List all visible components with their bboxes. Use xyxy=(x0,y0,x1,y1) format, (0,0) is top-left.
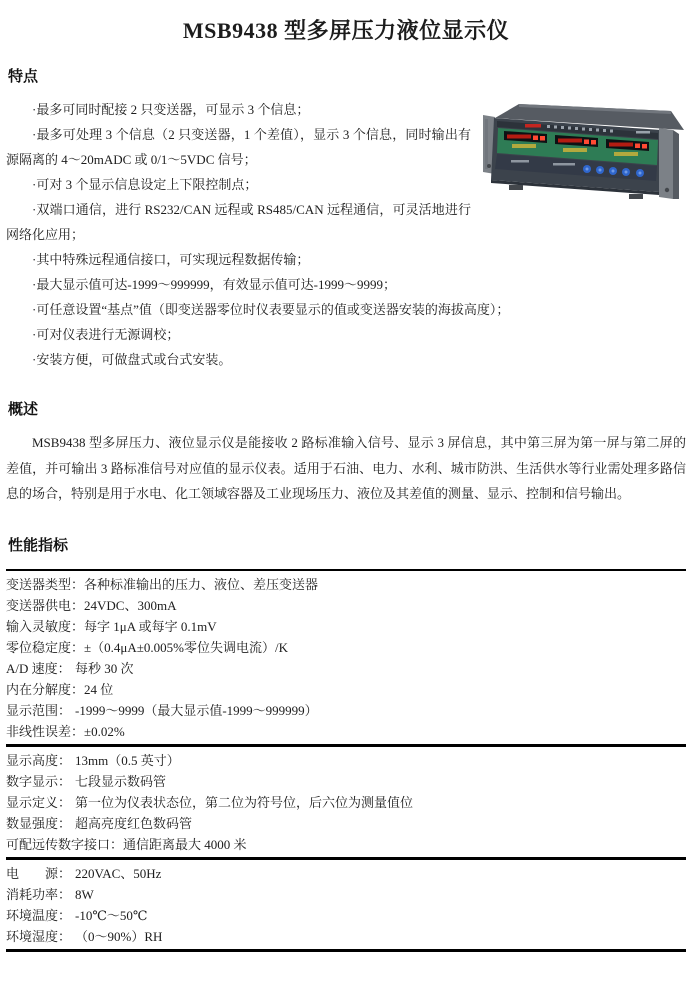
spec-label: 显示高度： xyxy=(6,752,72,768)
mount-hole-left xyxy=(487,164,491,168)
spec-group-display xyxy=(6,747,686,860)
spec-value: 通信距离最大 4000 米 xyxy=(123,836,247,852)
display-label-3 xyxy=(614,152,638,156)
spec-row xyxy=(6,595,686,616)
spec-row xyxy=(6,813,686,834)
spec-value: 各种标准输出的压力、液位、差压变送器 xyxy=(84,576,319,592)
mount-hole-right xyxy=(665,188,669,192)
spec-label: 变送器供电： xyxy=(6,597,85,613)
spec-value: 220VAC、50Hz xyxy=(75,865,162,881)
spec-label: 变送器类型： xyxy=(6,576,85,592)
spec-value: ±0.02% xyxy=(84,723,125,739)
spec-row xyxy=(6,863,686,884)
spec-value: ±（0.4μA±0.005%零位失调电流）/K xyxy=(84,639,288,655)
spec-label: 输入灵敏度： xyxy=(6,618,85,634)
spec-label: 显示范围： xyxy=(6,702,72,718)
spec-value: （0～90%）RH xyxy=(75,928,163,944)
spec-value: 13mm（0.5 英寸） xyxy=(75,752,180,768)
spec-row xyxy=(6,884,686,905)
spec-label: 数显强度： xyxy=(6,815,72,831)
spec-label: A/D 速度： xyxy=(6,660,71,676)
spec-row xyxy=(6,792,686,813)
spec-row xyxy=(6,905,686,926)
feature-item: ·最大显示值可达-1999～999999，有效显示值可达-1999～9999； xyxy=(32,277,396,292)
spec-row xyxy=(6,750,686,771)
spec-row xyxy=(6,574,686,595)
display-label-1 xyxy=(512,144,536,148)
spec-value: 七段显示数码管 xyxy=(75,773,167,789)
spec-value: 8W xyxy=(75,886,94,902)
spec-value: 超高亮度红色数码管 xyxy=(75,815,193,831)
spec-value: 24VDC、300mA xyxy=(84,597,177,613)
section-features xyxy=(6,65,686,372)
spec-label: 数字显示： xyxy=(6,773,72,789)
spec-value: 每字 1μA 或每字 0.1mV xyxy=(84,618,217,634)
spec-row xyxy=(6,721,686,742)
spec-label: 环境湿度： xyxy=(6,928,72,944)
page-title: MSB9438 型多屏压力液位显示仪 xyxy=(182,18,510,43)
spec-row xyxy=(6,679,686,700)
spec-group-input xyxy=(6,571,686,747)
feature-item: ·可对 3 个显示信息设定上下限控制点； xyxy=(32,177,258,192)
section-overview xyxy=(6,398,686,507)
spec-value: -1999～9999（最大显示值-1999～999999） xyxy=(75,702,318,718)
spec-row xyxy=(6,616,686,637)
spec-table xyxy=(6,569,686,952)
overview-heading: 概述 xyxy=(8,401,39,418)
product-photo xyxy=(481,99,686,203)
spec-label: 零位稳定度： xyxy=(6,639,85,655)
spec-label: 显示定义： xyxy=(6,794,72,810)
specs-heading: 性能指标 xyxy=(8,536,69,554)
spec-row xyxy=(6,658,686,679)
spec-label: 消耗功率： xyxy=(6,886,72,902)
spec-row xyxy=(6,834,686,855)
spec-row xyxy=(6,637,686,658)
spec-value: -10℃～50℃ xyxy=(75,907,148,923)
feature-item: ·安装方便，可做盘式或台式安装。 xyxy=(32,352,232,367)
feature-item: ·可任意设置“基点”值（即变送器零位时仪表要显示的值或变送器安装的海拔高度）； xyxy=(32,302,510,317)
spec-label: 电 源： xyxy=(6,865,72,881)
spec-group-power-env xyxy=(6,860,686,952)
device-foot-right xyxy=(629,194,643,199)
display-label-2 xyxy=(563,148,587,152)
brand-logo xyxy=(525,124,541,128)
spec-row xyxy=(6,700,686,721)
spec-label: 环境温度： xyxy=(6,907,72,923)
device-foot-left xyxy=(509,185,523,190)
feature-item: ·双端口通信，进行 RS232/CAN 远程或 RS485/CAN 远程通信，可灵活地进行网络化应用； xyxy=(6,202,471,242)
device-illustration xyxy=(481,99,686,203)
spec-label: 可配远传数字接口： xyxy=(6,836,124,852)
spec-row xyxy=(6,771,686,792)
spec-value: 每秒 30 次 xyxy=(75,660,134,676)
feature-item: ·最多可处理 3 个信息（2 只变送器，1 个差值），显示 3 个信息，同时输出有源隔离的 4～20mADC 或 0/1～5VDC 信号； xyxy=(6,127,471,167)
spec-label: 内在分解度： xyxy=(6,681,85,697)
spec-row xyxy=(6,926,686,947)
feature-item: ·其中特殊远程通信接口，可实现远程数据传输； xyxy=(32,252,310,267)
feature-item: ·可对仪表进行无源调校； xyxy=(32,327,180,342)
spec-value: 第一位为仪表状态位，第二位为符号位，后六位为测量值位 xyxy=(75,794,414,810)
feature-item: ·最多可同时配接 2 只变送器，可显示 3 个信息； xyxy=(32,102,310,117)
section-specs xyxy=(6,534,686,952)
features-heading: 特点 xyxy=(8,68,39,85)
spec-label: 非线性误差： xyxy=(6,723,85,739)
overview-paragraph: MSB9438 型多屏压力、液位显示仪是能接收 2 路标准输入信号、显示 3 屏信息，其中第三屏为第一屏与第二屏的差值，并可输出 3 路标准信号对应值的显示仪表。适用于石油、电力、水利、城市防洪、生活供水等行业需处理多路信息的场合，特别是用于水电、化工领域容器及工业现场压力、液位及其差值的测量、显示、控制和信号输出。 xyxy=(6,435,686,501)
spec-value: 24 位 xyxy=(84,681,114,697)
